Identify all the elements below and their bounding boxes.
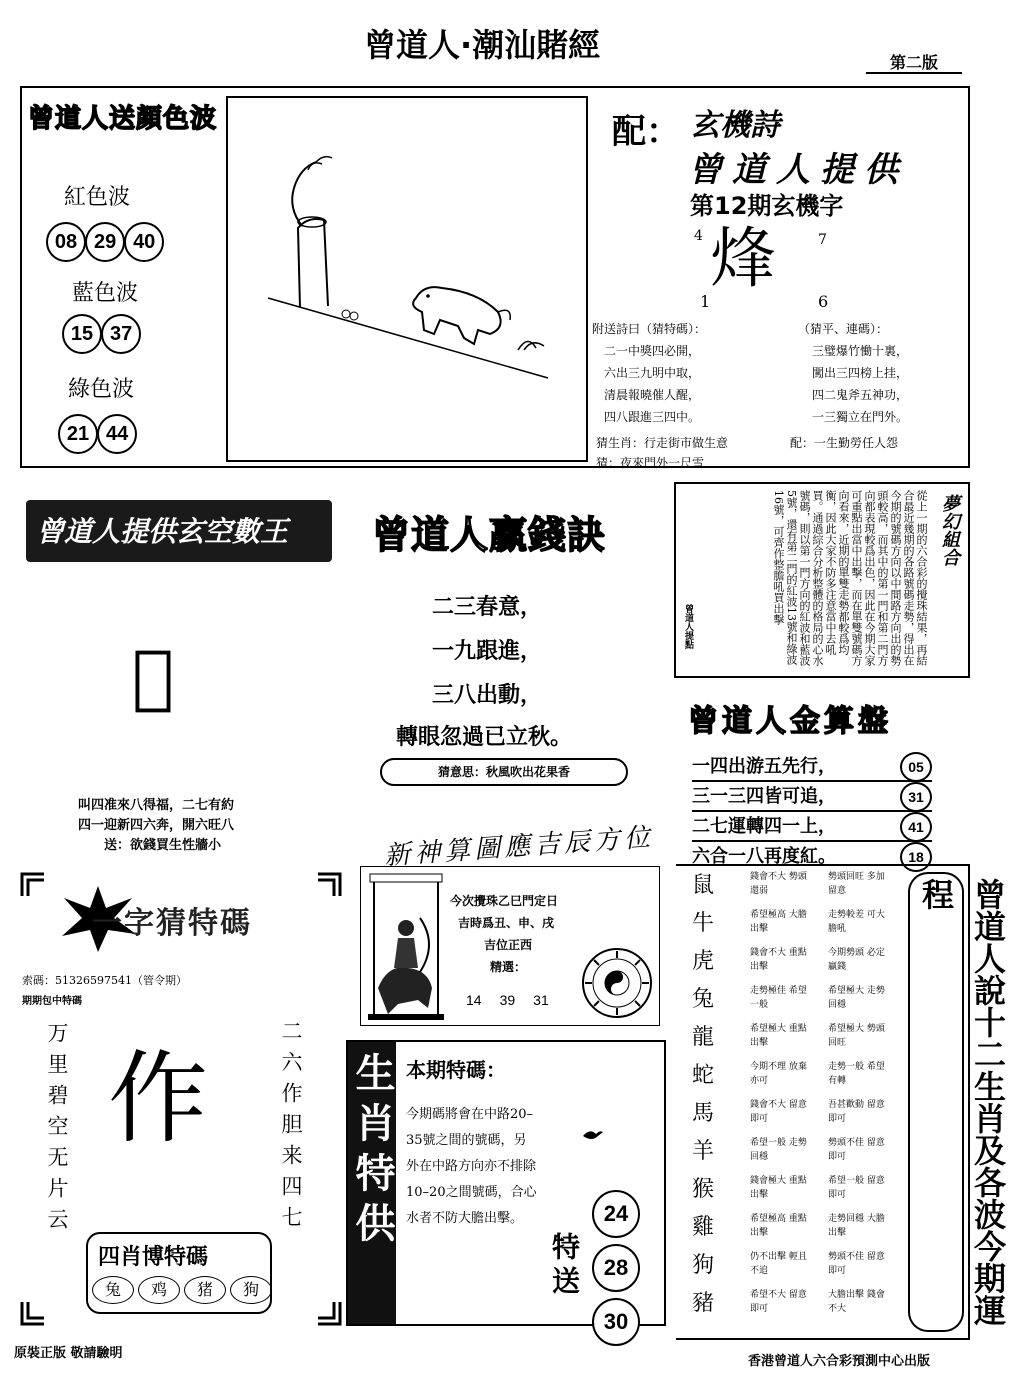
red-wave-label: 紅色波 — [64, 185, 131, 210]
number-ball: 37 — [101, 314, 141, 354]
fortune-c1: 今期不理 放棄亦可 — [750, 1062, 807, 1086]
win-line-4: 轉眼忽過已立秋。 — [396, 725, 573, 750]
number-ball: 08 — [46, 222, 86, 262]
red-wave-numbers — [46, 222, 158, 262]
single-char-note: 期期包中特碼 — [22, 996, 82, 1007]
zodiac-oval: 兔 — [92, 1276, 134, 1304]
compass-title: 新神算圖應吉辰方位 — [383, 822, 655, 872]
poem-line: 闖出三四榜上挂， — [812, 366, 909, 380]
fortune-c1: 錢會不大 留意即可 — [750, 1100, 807, 1124]
calc-text: 六合一八再度紅。 — [692, 846, 836, 867]
mid-rule — [20, 466, 970, 468]
number-ball: 21 — [58, 414, 98, 454]
calc-title: 曾道人金算盤 — [688, 704, 892, 739]
zodiac-top-rule — [676, 864, 970, 866]
select-label: 精選： — [490, 960, 527, 974]
green-wave-label: 綠色波 — [68, 377, 135, 402]
riddle-line: 叫四准來八得福，二七有約 — [78, 798, 235, 813]
special-number: 28 — [592, 1244, 640, 1292]
zodiac-row — [680, 906, 910, 944]
dog-icon: 狗 — [691, 1253, 714, 1278]
zodiac-oval: 鸡 — [138, 1276, 180, 1304]
issue-label: 第12期玄機字 — [690, 192, 844, 220]
bird-icon — [582, 1128, 604, 1142]
special-number: 30 — [592, 1298, 640, 1346]
poem-title: 玄機詩 — [690, 108, 780, 143]
zodiac-row — [680, 1020, 910, 1058]
header-rule — [866, 72, 962, 74]
fortune-c1: 錢會不大 勢頭還弱 — [750, 872, 807, 896]
number-ball: 40 — [124, 222, 164, 262]
king-title: 曾道人提供玄空數王 — [36, 515, 289, 548]
corner-ornament-icon — [316, 1300, 342, 1326]
color-wave-title: 曾道人送顏色波 — [28, 104, 218, 134]
monkey-icon: 猴 — [691, 1177, 714, 1202]
calc-number: 05 — [900, 752, 932, 782]
fortune-c2: 今期勢頭 必定贏錢 — [828, 948, 885, 972]
poem-right-title: （猜平、連碼）： — [798, 322, 889, 336]
riddle-line: 送：欲錢買生性牆小 — [104, 838, 222, 853]
poem-line: 四二鬼斧五神功， — [812, 388, 909, 402]
footer-left: 原裝正版 敬請驗明 — [14, 1346, 123, 1361]
dream-signature: 曾道人提點 — [683, 604, 693, 649]
zodiac-row — [680, 1286, 910, 1324]
corner-num-tl: 4 — [694, 228, 703, 244]
rat-icon: 鼠 — [691, 873, 714, 898]
dream-panel — [674, 482, 970, 678]
king-glyph: 𡀦 — [132, 635, 175, 717]
compass-numbers — [466, 992, 549, 1008]
compass-line-3: 吉位正西 — [484, 938, 533, 952]
corner-num-bl: 1 — [700, 292, 711, 311]
calc-text: 一四出游五先行， — [692, 756, 836, 777]
footer-right: 香港曾道人六合彩預測中心出版 — [748, 1354, 931, 1369]
riddle-line: 四一迎新四六奔，開六旺八 — [78, 818, 235, 833]
fortune-c2: 希望極大 勢頭回旺 — [828, 1024, 885, 1048]
left-column-poem: 万里碧空无片云 — [45, 1022, 69, 1239]
fortune-c2: 希望極大 走勢回穩 — [828, 986, 885, 1010]
zodiac-row — [680, 982, 910, 1020]
left-rule — [20, 86, 22, 466]
fortune-c2: 走勢較差 可大膽吼 — [828, 910, 885, 934]
zodiac-title-box — [908, 872, 1007, 1332]
provider: 曾道人提供 — [688, 150, 908, 190]
fortune-c1: 希望不大 留意即可 — [750, 1290, 807, 1314]
four-zodiac-title: 四肖博特碼 — [98, 1245, 209, 1270]
fortune-c1: 錢會不大 重點出擊 — [750, 948, 807, 972]
poem-left — [604, 340, 700, 428]
guess-zodiac: 猜生肖：行走街市做生意 — [596, 436, 729, 450]
tiger-icon: 虎 — [691, 949, 714, 974]
calc-text: 三一三四皆可追， — [692, 786, 836, 807]
blue-wave-numbers — [62, 314, 135, 354]
poem-line: 六出三九明中取， — [604, 366, 701, 380]
calc-row — [692, 812, 932, 842]
zodiac-row — [680, 1096, 910, 1134]
compass-number: 39 — [499, 992, 516, 1008]
fortune-c1: 希望極高 重點出擊 — [750, 1214, 807, 1238]
calc-number: 18 — [900, 842, 932, 872]
blue-wave-label: 藍色波 — [72, 281, 139, 306]
fortune-c1: 希望極大 重點出擊 — [750, 1024, 807, 1048]
zodiac-oval: 狗 — [230, 1276, 272, 1304]
special-panel — [346, 1040, 666, 1334]
fortune-c1: 走勢極佳 希望一般 — [750, 986, 807, 1010]
corner-ornament-icon — [20, 872, 46, 898]
king-char — [132, 635, 175, 717]
single-char-contact: 索碼：51326597541（管令期） — [22, 974, 187, 987]
fortune-c2: 希望一般 留意即可 — [828, 1176, 885, 1200]
bagua-compass-icon — [580, 946, 654, 1020]
zodiac-bottom-rule — [676, 1338, 970, 1340]
calc-row — [692, 782, 932, 812]
dream-title: 夢幻組合 — [939, 494, 960, 566]
king-riddle — [78, 796, 234, 856]
win-line-3: 三八出動， — [432, 683, 543, 708]
corner-num-br: 6 — [818, 292, 829, 311]
pei-answer: 配：一生勤勞任人怨 — [790, 436, 899, 450]
fortune-c2: 走勢回穩 大膽出擊 — [828, 1214, 885, 1238]
goat-icon: 羊 — [691, 1139, 714, 1164]
horse-icon: 馬 — [691, 1101, 714, 1126]
guess-line: 猜：夜來門外一尺雪 — [596, 456, 705, 470]
four-zodiac-animals — [92, 1276, 272, 1304]
poem-line: 四八跟進三四中。 — [604, 410, 701, 424]
illustration-panel — [226, 96, 588, 462]
zodiac-row — [680, 1210, 910, 1248]
fortune-c1: 希望極高 大膽出擊 — [750, 910, 807, 934]
snake-icon: 蛇 — [691, 1063, 714, 1088]
zodiac-oval: 猪 — [184, 1276, 226, 1304]
fortune-c2: 勢頭不佳 留意即可 — [828, 1138, 885, 1162]
special-side-title: 生肖特供 — [349, 1052, 395, 1252]
fortune-c2: 勢頭不佳 留意即可 — [828, 1252, 885, 1276]
fortune-c2: 走勢一般 希望有轉 — [828, 1062, 885, 1086]
calc-number: 41 — [900, 812, 932, 842]
fortune-c1: 希望一般 走勢回穩 — [750, 1138, 807, 1162]
poem-line: 三璧爆竹慟十裏， — [812, 344, 909, 358]
fortune-c2: 大膽出擊 錢會不大 — [828, 1290, 885, 1314]
poem-line: 一三獨立在門外。 — [812, 410, 909, 424]
pig-icon: 豬 — [691, 1291, 714, 1316]
single-char-title: 一字猜特碼 — [92, 906, 252, 941]
win-money-title: 曾道人贏錢訣 — [372, 513, 607, 557]
right-rule — [968, 86, 970, 466]
poem-line: 二一中獎四必開， — [604, 344, 701, 358]
special-send-label: 特送 — [548, 1232, 581, 1300]
zodiac-row — [680, 1248, 910, 1286]
edition-label: 第二版 — [890, 53, 939, 72]
rooster-icon: 雞 — [691, 1215, 714, 1240]
dream-text: 從上一期的六合彩的攪珠結果，再結合最近幾期的各路號碼走勢，得出在今期的號碼方向以中間路方向出的勢頭較高，而其中的第一門和第二門方向都表現較爲出色，因此在今期大家可重點出當中出擊，而在單雙號碼方向看來，近期的單雙走勢都較爲均衡，因此大家不防多注意當中去吼買。通過綜合分析整體的格局的心水號碼，則以第一門方向的紅波和藍波5號，還有第二門的紅波13號和綠波16號，可齊作整膽吼買出擊 — [772, 490, 928, 666]
rabbit-icon: 兔 — [691, 987, 714, 1012]
fortune-c1: 錢會極大 重點出擊 — [750, 1176, 807, 1200]
pei-label: 配： — [612, 112, 680, 152]
compass-number: 31 — [533, 992, 549, 1008]
special-number: 24 — [592, 1190, 640, 1238]
mystic-char: 烽 — [710, 220, 776, 297]
archer-horseman-icon — [358, 868, 454, 1024]
zodiac-row — [680, 944, 910, 982]
calc-number: 31 — [900, 782, 932, 812]
win-line-2: 一九跟進， — [432, 639, 543, 664]
zodiac-title: 曾道人說十二生肖及各波今期運程 — [917, 878, 1007, 1326]
win-hint-pill — [380, 758, 628, 786]
calc-row — [692, 752, 932, 782]
corner-num-tr: 7 — [818, 232, 827, 248]
dragon-icon: 龍 — [691, 1025, 714, 1050]
ox-icon: 牛 — [691, 911, 714, 936]
special-numbers — [592, 1190, 640, 1346]
poem-right — [812, 340, 908, 428]
green-wave-numbers — [58, 414, 131, 454]
fortune-c2: 吾甚歡動 留意即可 — [828, 1100, 885, 1124]
corner-ornament-icon — [20, 1300, 46, 1326]
compass-number: 14 — [466, 992, 482, 1008]
fortune-c2: 勢頭回旺 多加留意 — [828, 872, 885, 896]
fortune-c1: 仍不出擊 輕且不追 — [750, 1252, 807, 1276]
page-title: 曾道人·潮汕賭經 — [364, 26, 601, 64]
number-ball: 29 — [85, 222, 125, 262]
zodiac-row — [680, 1172, 910, 1210]
win-hint: 猜意思：秋風吹出花果香 — [437, 765, 570, 779]
four-zodiac-box — [86, 1232, 272, 1314]
corner-ornament-icon — [316, 872, 342, 898]
zodiac-row — [680, 1058, 910, 1096]
compass-line-2: 吉時爲丑、申、戌 — [458, 916, 555, 930]
calc-text: 二七運轉四一上， — [692, 816, 836, 837]
compass-line-1: 今次攪珠乙巳門定日 — [450, 894, 559, 908]
win-line-1: 二三春意， — [432, 595, 543, 620]
special-title: 本期特碼： — [406, 1058, 506, 1082]
number-ball: 15 — [62, 314, 102, 354]
zodiac-row — [680, 1134, 910, 1172]
poem-line: 清晨報曉催人醒， — [604, 388, 701, 402]
zodiac-row — [680, 868, 910, 906]
big-character: 作 — [108, 1040, 208, 1157]
special-text: 今期碼將會在中路20–35號之間的號碼，另外在中路方向亦不排除10–20之間號碼，合心水者不防大膽出擊。 — [406, 1107, 537, 1226]
pig-stump-illustration — [228, 98, 586, 460]
poem-left-title: 附送詩曰（猜特碼）： — [592, 322, 707, 336]
number-ball: 44 — [97, 414, 137, 454]
top-rule — [20, 86, 970, 88]
right-column-poem: 二六作胆来四七 — [279, 1020, 303, 1237]
